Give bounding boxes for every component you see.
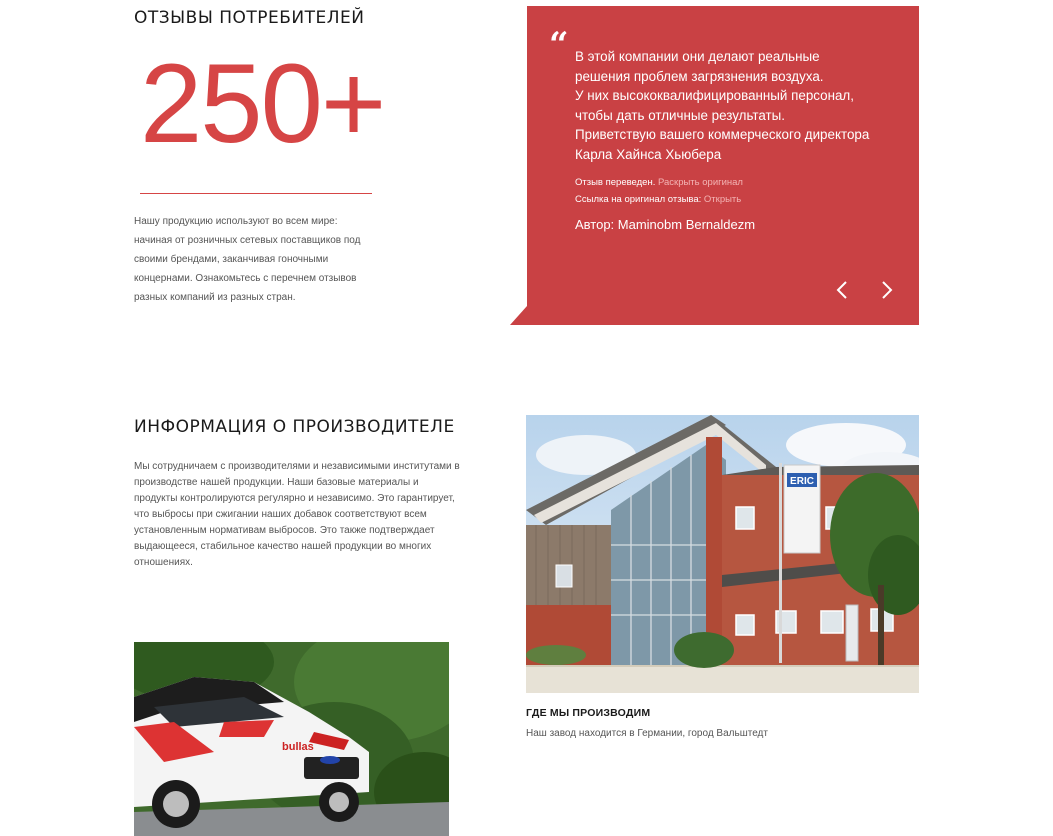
factory-flag-text: ERIC — [790, 476, 814, 487]
quote-line: решения проблем загрязнения воздуха. — [575, 68, 824, 84]
reviews-description-line: своими брендами, заканчивая гоночными — [134, 254, 329, 265]
quote-line: Карла Хайнса Хьюбера — [575, 146, 722, 162]
reviews-description-line: разных компаний из разных стран. — [134, 292, 296, 303]
manufacturer-description-line: отношениях. — [134, 557, 193, 568]
testimonial-author: Автор: Maminobm Bernaldezm — [575, 217, 756, 232]
translated-note — [575, 174, 743, 191]
chevron-left-icon — [832, 277, 854, 303]
next-testimonial-button[interactable] — [876, 277, 898, 303]
reviews-description — [134, 212, 394, 307]
factory-image — [526, 415, 919, 693]
factory-caption-text: Наш завод находится в Германии, город Вальштедт — [526, 728, 768, 739]
manufacturer-description-line: выдающееся, стабильное качество нашей продукции во многих — [134, 541, 432, 552]
rally-car-image — [134, 642, 449, 836]
reviews-heading: ОТЗЫВЫ ПОТРЕБИТЕЛЕЙ — [134, 8, 365, 28]
car-livery-text: bullas — [282, 741, 314, 753]
reviews-divider — [140, 193, 372, 194]
original-note — [575, 191, 741, 208]
manufacturer-description — [134, 459, 464, 571]
manufacturer-description-line: продукты контролируются регулярно и независимо. Это гарантирует, — [134, 493, 455, 504]
quote-line: У них высококвалифицированный персонал, — [575, 88, 854, 103]
testimonial-panel — [510, 6, 919, 325]
manufacturer-heading: ИНФОРМАЦИЯ О ПРОИЗВОДИТЕЛЕ — [134, 417, 455, 437]
manufacturer-description-line: Мы сотрудничаем с производителями и независимыми институтами в — [134, 461, 460, 472]
factory-illustration — [526, 415, 919, 693]
manufacturer-description-line: установленным нормативам выбросов. Это также подтверждает — [134, 525, 435, 536]
quote-line: Приветствую вашего коммерческого директора — [575, 127, 870, 142]
quote-icon: “ — [549, 25, 569, 65]
manufacturer-description-line: что выбросы при сжигании наших добавок соответствуют всем — [134, 509, 427, 520]
original-label: Ссылка на оригинал отзыва: — [575, 194, 702, 205]
translated-label: Отзыв переведен. — [575, 177, 656, 188]
quote-line: чтобы дать отличные результаты. — [575, 107, 786, 123]
factory-caption-title: ГДЕ МЫ ПРОИЗВОДИМ — [526, 707, 651, 719]
open-original-link[interactable]: Открыть — [703, 194, 742, 205]
reviews-description-line: Нашу продукцию используют во всем мире: — [134, 216, 338, 227]
show-original-link[interactable]: Раскрыть оригинал — [657, 177, 743, 188]
chevron-right-icon — [876, 277, 898, 303]
prev-testimonial-button[interactable] — [832, 277, 854, 303]
testimonial-quote — [575, 47, 905, 164]
quote-line: В этой компании они делают реальные — [575, 49, 820, 64]
reviews-description-line: начиная от розничных сетевых поставщиков под — [134, 235, 361, 246]
rally-car-illustration — [134, 642, 449, 836]
reviews-description-line: концернами. Ознакомьтесь с перечнем отзывов — [134, 273, 357, 284]
reviews-count: 250+ — [140, 41, 385, 166]
manufacturer-description-line: производстве нашей продукции. Наши базовые материалы и — [134, 477, 419, 488]
